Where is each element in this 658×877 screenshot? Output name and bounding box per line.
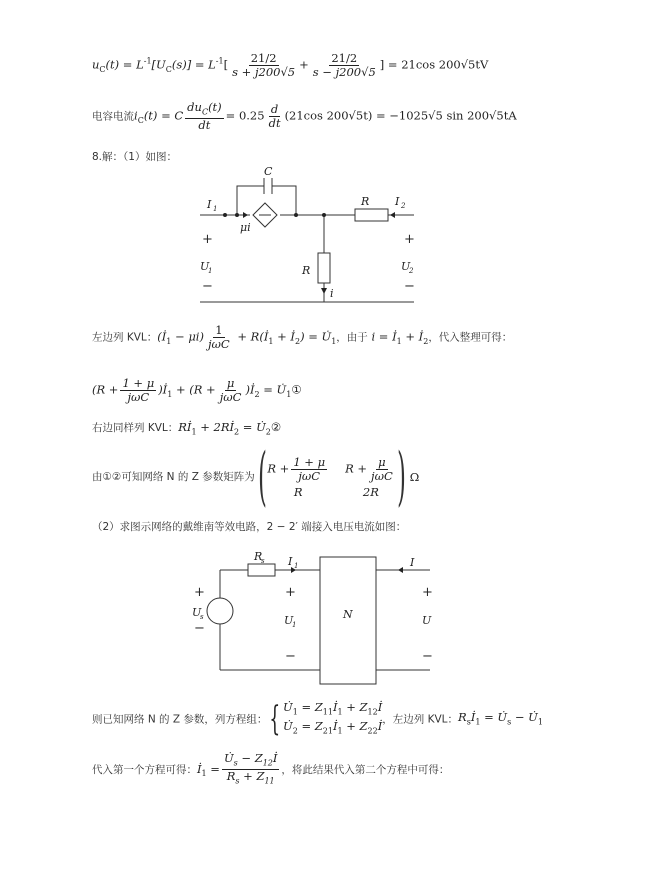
svg-text:s: s [261,557,265,565]
voltage-source-us [207,598,233,624]
label-u1-c2: U [284,614,294,627]
label-i1: I [207,198,212,211]
fraction-i1: $\frac{U̇_s - Z_{12}İ}{R_s + Z_{11}}$ [223,751,278,786]
plus-src: + [194,585,205,600]
fraction-d-dt: $\frac{d}{dt}$ [268,102,281,131]
equation-uc: $u_C(t) = L^{-1}[U_C(s)] = L^{-1}$[ $\frac{21/2}{s + j200√5}$ + $\frac{21/2}{s - j200√5}$ ] = 21cos 200√5tV [92,51,489,79]
svg-text:1: 1 [292,621,297,629]
minus-mid: − [285,649,296,664]
label-u2: U [401,260,411,273]
i1-substitution: 代入第一个方程可得：$İ_1$ = $\frac{U̇_s - Z_{12}İ}{R_s + Z_{11}}$ ，将此结果代入第二个方程中可得： [92,751,450,786]
fraction-2: $\frac{21/2}{s - j200√5}$ [312,51,376,79]
circuit-diagram-2 [207,557,430,684]
svg-text:1: 1 [208,267,213,275]
plus-right: + [404,232,415,247]
minus-right: − [404,279,415,294]
equation-2: 右边同样列 KVL：$Rİ_1$ + $2Rİ_2$ = $U̇_2②$ [92,420,282,437]
plus-mid: + [285,585,296,600]
label-r-horizontal: R [361,195,370,208]
resistor-r-horizontal [355,209,388,221]
resistor-r-vertical [318,253,330,283]
uc-symbol: u [92,57,100,72]
svg-text:1: 1 [294,562,299,570]
z-parameter-system: 则已知网络 N 的 Z 参数，列方程组：{ $U̇_1$ = $Z_{11}İ_1$ + $Z_{12}İ$ $U̇_2$ = $Z_{21}İ_1$ + $Z_{22}İ$ ，左边列 KVL：$R_sİ_1$ = $U̇_s$ − $U̇_1$ [92,699,543,740]
label-mu-i: μi [240,221,251,234]
resistor-rs [248,564,275,576]
part-2-heading: （2）求图示网络的戴维南等效电路，2 − 2′ 端接入电压电流如图： [92,521,407,533]
label-u1: U [200,260,210,273]
label-i: i [330,287,334,300]
minus-src: − [194,621,205,636]
label-n: N [343,608,353,621]
label-rs: R [254,550,263,563]
solution-8-heading: 8.解：（1）如图： [92,151,177,163]
label-i-c2: I [410,556,415,569]
fraction-duc: $\frac{du_C(t)}{dt}$ [187,100,222,133]
label-us: U [192,606,202,619]
svg-text:2: 2 [409,267,414,275]
kvl-left-equation: 左边列 KVL：$(İ_1 - \mu i)$ $\frac{1}{\text{jωC}}$ + $R(İ_1$ + $İ_2$) = $U̇_1$，由于 $i = İ_1$ + $İ_2$，代入整理可得： [92,323,513,351]
minus-right-c2: − [422,649,433,664]
plus-left: + [202,232,213,247]
svg-text:2: 2 [401,202,406,210]
label-u-c2: U [422,614,432,627]
fraction-1-jwc: $\frac{1}{\text{jωC}}$ [207,323,230,351]
plus-right-c2: + [422,585,433,600]
minus-left: − [202,279,213,294]
fraction-1: $\frac{21/2}{s + j200√5}$ [232,51,296,79]
label-i1-c2: I [288,555,293,568]
svg-text:s: s [200,613,204,621]
svg-text:1: 1 [213,205,218,213]
z-parameter-matrix: 由①②可知网络 N 的 Z 参数矩阵为 ( R + $\frac{1 + \mu}{\text{jωC}}$ R + $\frac{\mu}{\text{jωC}}$ R 2R ) Ω [92,440,420,514]
label-capacitor-c: C [264,165,273,178]
equation-ic: 电容电流$i_C(t) = C$ $\frac{du_C(t)}{dt}$ = 0.25 $\frac{d}{dt}$ (21cos 200√5t) = −1025√5 sin 200√5tA [92,100,517,133]
label-r-vertical: R [302,264,311,277]
equation-1: (R + $\frac{1 + \mu}{\text{jωC}}$ )$İ_1 + (R$ + $\frac{\mu}{\text{jωC}}$ )$İ_2$ = $U̇_1①$ [92,376,302,404]
label-i2: I [395,195,400,208]
